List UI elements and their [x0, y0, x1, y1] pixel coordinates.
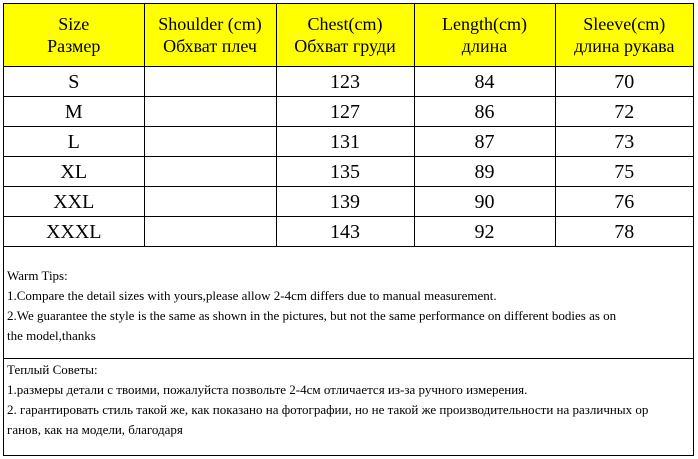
cell-chest: 139 — [276, 187, 414, 217]
tips-ru-line2b: ганов, как на модели, благодаря — [7, 422, 183, 437]
tips-en-line1: 1.Compare the detail sizes with yours,please allow 2-4cm differs due to manual measurement. — [7, 288, 497, 303]
table-row — [4, 187, 693, 217]
cell-chest: 131 — [276, 127, 414, 157]
warm-tips-russian — [4, 360, 693, 455]
header-length-ru: длина — [461, 36, 508, 56]
warm-tips-english — [4, 266, 693, 359]
header-shoulder-ru: Обхват плеч — [163, 36, 257, 56]
cell-size: L — [4, 127, 144, 157]
cell-length: 89 — [414, 157, 555, 187]
cell-sleeve: 70 — [555, 67, 693, 97]
cell-chest: 123 — [276, 67, 414, 97]
cell-shoulder — [144, 217, 276, 247]
cell-shoulder — [144, 187, 276, 217]
header-chest — [276, 4, 414, 67]
header-shoulder — [144, 4, 276, 67]
header-length — [414, 4, 555, 67]
tips-ru-line2a: 2. гарантировать стиль такой же, как показано на фотографии, но не такой же производительности на различных ор — [7, 402, 649, 417]
table-row — [4, 127, 693, 157]
size-table — [4, 4, 693, 247]
cell-sleeve: 73 — [555, 127, 693, 157]
header-shoulder-en: Shoulder (cm) — [158, 14, 262, 34]
table-row — [4, 217, 693, 247]
cell-shoulder — [144, 127, 276, 157]
cell-size: S — [4, 67, 144, 97]
tips-ru-line1: 1.размеры детали с твоими, пожалуйста позвольте 2-4см отличается из-за ручного измерения. — [7, 382, 528, 397]
header-size-en: Size — [58, 14, 90, 34]
table-row — [4, 157, 693, 187]
cell-chest: 135 — [276, 157, 414, 187]
cell-sleeve: 78 — [555, 217, 693, 247]
header-chest-ru: Обхват груди — [294, 36, 396, 56]
header-size — [4, 4, 144, 67]
cell-size: M — [4, 97, 144, 127]
tips-en-line2a: 2.We guarantee the style is the same as shown in the pictures, but not the same performance on different bodies as on — [7, 308, 617, 323]
header-chest-en: Chest(cm) — [307, 14, 383, 34]
table-row — [4, 67, 693, 97]
cell-shoulder — [144, 97, 276, 127]
cell-size: XL — [4, 157, 144, 187]
cell-length: 90 — [414, 187, 555, 217]
tips-ru-title: Теплый Советы: — [7, 362, 98, 377]
cell-chest: 127 — [276, 97, 414, 127]
cell-shoulder — [144, 67, 276, 97]
cell-length: 86 — [414, 97, 555, 127]
table-header-row — [4, 4, 693, 67]
header-sleeve-en: Sleeve(cm) — [583, 14, 666, 34]
cell-length: 87 — [414, 127, 555, 157]
tips-en-line2b: the model,thanks — [7, 328, 96, 343]
cell-sleeve: 72 — [555, 97, 693, 127]
cell-shoulder — [144, 157, 276, 187]
cell-chest: 143 — [276, 217, 414, 247]
cell-size: XXXL — [4, 217, 144, 247]
cell-length: 92 — [414, 217, 555, 247]
size-chart-sheet — [3, 3, 694, 456]
cell-length: 84 — [414, 67, 555, 97]
table-row — [4, 97, 693, 127]
cell-sleeve: 75 — [555, 157, 693, 187]
tips-en-title: Warm Tips: — [7, 268, 68, 283]
header-sleeve — [555, 4, 693, 67]
header-length-en: Length(cm) — [442, 14, 527, 34]
cell-sleeve: 76 — [555, 187, 693, 217]
cell-size: XXL — [4, 187, 144, 217]
header-size-ru: Размер — [47, 36, 101, 56]
header-sleeve-ru: длина рукава — [574, 36, 675, 56]
